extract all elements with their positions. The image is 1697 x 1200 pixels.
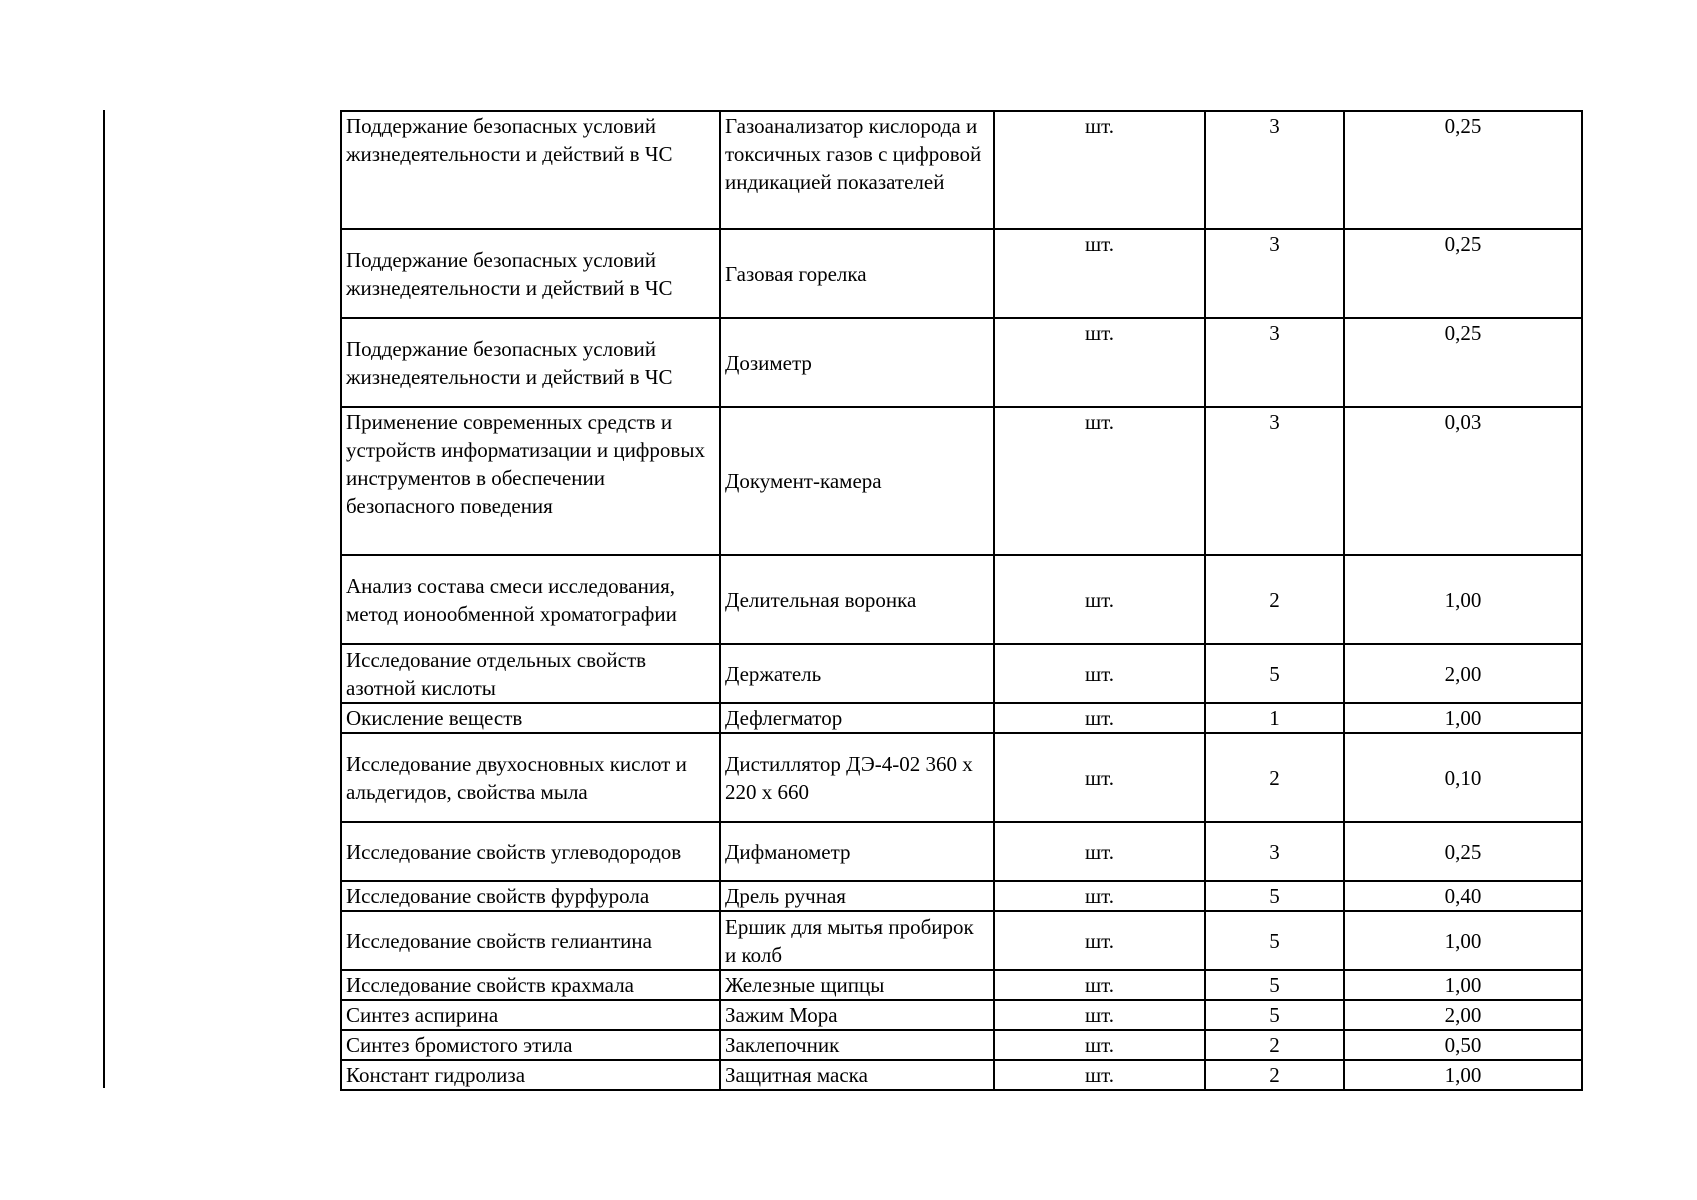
quantity-cell: 3	[1205, 229, 1344, 318]
topic-cell: Исследование двухосновных кислот и альдегидов, свойства мыла	[341, 733, 720, 822]
item-cell: Дозиметр	[720, 318, 994, 407]
topic-cell: Исследование свойств крахмала	[341, 970, 720, 1000]
item-cell: Зажим Мора	[720, 1000, 994, 1030]
topic-cell: Исследование свойств углеводородов	[341, 822, 720, 881]
quantity-cell: 3	[1205, 111, 1344, 229]
norm-cell: 1,00	[1344, 703, 1582, 733]
table-row	[341, 911, 1582, 970]
topic-cell: Поддержание безопасных условий жизнедеятельности и действий в ЧС	[341, 229, 720, 318]
norm-cell: 0,25	[1344, 822, 1582, 881]
item-cell: Держатель	[720, 644, 994, 703]
unit-cell: шт.	[994, 644, 1205, 703]
norm-cell: 0,25	[1344, 229, 1582, 318]
topic-cell: Синтез бромистого этила	[341, 1030, 720, 1060]
table-row	[341, 970, 1582, 1000]
quantity-cell: 3	[1205, 822, 1344, 881]
unit-cell: шт.	[994, 881, 1205, 911]
table-row	[341, 407, 1582, 555]
item-cell: Дрель ручная	[720, 881, 994, 911]
item-cell: Делительная воронка	[720, 555, 994, 644]
table-row	[341, 111, 1582, 229]
unit-cell: шт.	[994, 970, 1205, 1000]
unit-cell: шт.	[994, 407, 1205, 555]
equipment-table	[340, 110, 1583, 1091]
quantity-cell: 5	[1205, 911, 1344, 970]
table-row	[341, 1030, 1582, 1060]
norm-cell: 1,00	[1344, 911, 1582, 970]
table-row	[341, 881, 1582, 911]
topic-cell: Исследование свойств гелиантина	[341, 911, 720, 970]
topic-cell: Окисление веществ	[341, 703, 720, 733]
unit-cell: шт.	[994, 703, 1205, 733]
item-cell: Ершик для мытья пробирок и колб	[720, 911, 994, 970]
table-row	[341, 318, 1582, 407]
table-row	[341, 703, 1582, 733]
norm-cell: 1,00	[1344, 1060, 1582, 1090]
unit-cell: шт.	[994, 1030, 1205, 1060]
topic-cell: Поддержание безопасных условий жизнедеятельности и действий в ЧС	[341, 318, 720, 407]
unit-cell: шт.	[994, 822, 1205, 881]
item-cell: Дефлегматор	[720, 703, 994, 733]
norm-cell: 0,25	[1344, 318, 1582, 407]
quantity-cell: 1	[1205, 703, 1344, 733]
topic-cell: Исследование свойств фурфурола	[341, 881, 720, 911]
item-cell: Газовая горелка	[720, 229, 994, 318]
unit-cell: шт.	[994, 1000, 1205, 1030]
topic-cell: Применение современных средств и устройств информатизации и цифровых инструментов в обеспечении безопасного поведения	[341, 407, 720, 555]
quantity-cell: 3	[1205, 407, 1344, 555]
unit-cell: шт.	[994, 911, 1205, 970]
table-row	[341, 822, 1582, 881]
topic-cell: Анализ состава смеси исследования, метод ионообменной хроматографии	[341, 555, 720, 644]
norm-cell: 1,00	[1344, 555, 1582, 644]
quantity-cell: 5	[1205, 644, 1344, 703]
quantity-cell: 2	[1205, 555, 1344, 644]
norm-cell: 0,03	[1344, 407, 1582, 555]
item-cell: Дифманометр	[720, 822, 994, 881]
quantity-cell: 2	[1205, 1030, 1344, 1060]
norm-cell: 1,00	[1344, 970, 1582, 1000]
norm-cell: 0,40	[1344, 881, 1582, 911]
unit-cell: шт.	[994, 555, 1205, 644]
unit-cell: шт.	[994, 318, 1205, 407]
item-cell: Защитная маска	[720, 1060, 994, 1090]
table-row	[341, 733, 1582, 822]
norm-cell: 0,50	[1344, 1030, 1582, 1060]
norm-cell: 2,00	[1344, 1000, 1582, 1030]
topic-cell: Синтез аспирина	[341, 1000, 720, 1030]
table-row	[341, 229, 1582, 318]
table-row	[341, 644, 1582, 703]
table-row	[341, 1060, 1582, 1090]
topic-cell: Констант гидролиза	[341, 1060, 720, 1090]
quantity-cell: 3	[1205, 318, 1344, 407]
norm-cell: 0,25	[1344, 111, 1582, 229]
item-cell: Документ-камера	[720, 407, 994, 555]
item-cell: Дистиллятор ДЭ-4-02 360 х 220 х 660	[720, 733, 994, 822]
norm-cell: 2,00	[1344, 644, 1582, 703]
item-cell: Железные щипцы	[720, 970, 994, 1000]
quantity-cell: 2	[1205, 1060, 1344, 1090]
quantity-cell: 5	[1205, 881, 1344, 911]
item-cell: Заклепочник	[720, 1030, 994, 1060]
left-margin-rule	[103, 110, 105, 1088]
topic-cell: Исследование отдельных свойств азотной кислоты	[341, 644, 720, 703]
norm-cell: 0,10	[1344, 733, 1582, 822]
item-cell: Газоанализатор кислорода и токсичных газов с цифровой индикацией показателей	[720, 111, 994, 229]
unit-cell: шт.	[994, 733, 1205, 822]
unit-cell: шт.	[994, 1060, 1205, 1090]
table-row	[341, 555, 1582, 644]
quantity-cell: 5	[1205, 970, 1344, 1000]
unit-cell: шт.	[994, 111, 1205, 229]
topic-cell: Поддержание безопасных условий жизнедеятельности и действий в ЧС	[341, 111, 720, 229]
quantity-cell: 2	[1205, 733, 1344, 822]
unit-cell: шт.	[994, 229, 1205, 318]
table-row	[341, 1000, 1582, 1030]
quantity-cell: 5	[1205, 1000, 1344, 1030]
